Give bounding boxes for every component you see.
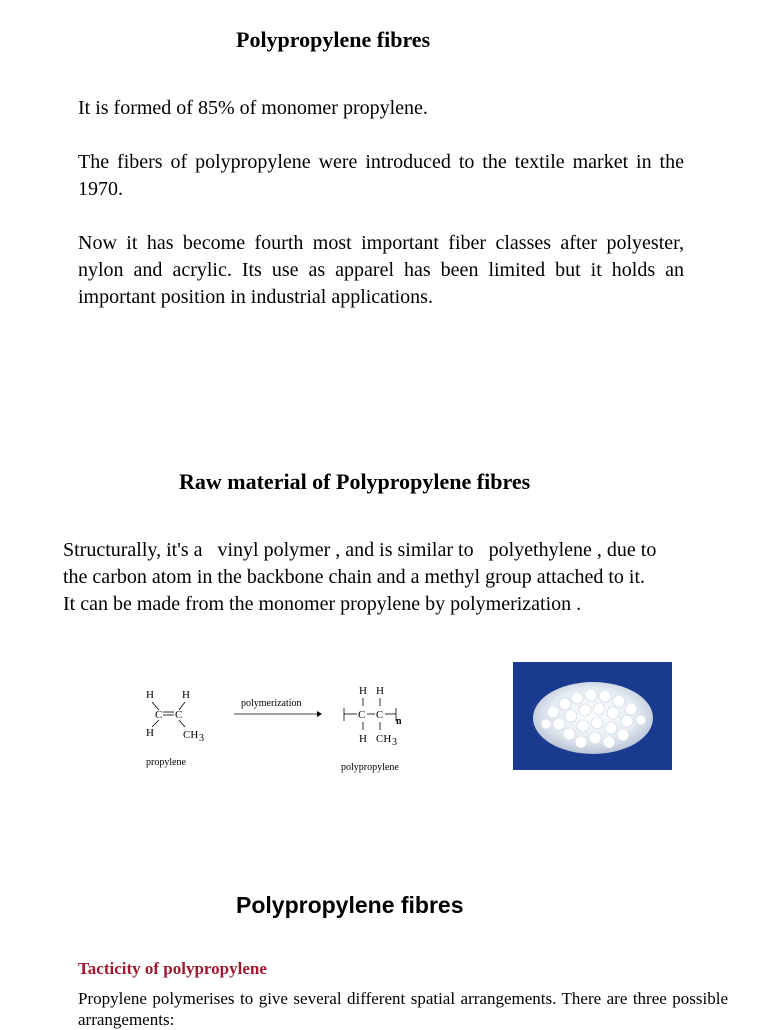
atom-h: H [146,689,154,701]
paragraph-introduced: The fibers of polypropylene were introduced to the textile market in the 1970. [78,151,684,200]
raw-material-heading: Raw material of Polypropylene fibres [179,469,531,494]
structure-paragraph [63,537,753,618]
polypropylene-label: polypropylene [341,762,399,773]
polymerization-diagram [130,675,430,785]
atom-h: H [359,733,367,745]
atom-h: H [146,727,154,739]
ch3-group: CH [183,729,199,741]
polymerization-label: polymerization [241,698,302,709]
propylene-structure [146,689,204,768]
atom-c: C [358,709,366,721]
atom-h: H [376,685,384,697]
page-title: Polypropylene fibres [236,27,431,52]
tacticity-paragraph: Propylene polymerises to give several different spatial arrangements. There are three possible arrangements: [78,989,728,1029]
atom-c: C [155,709,163,721]
repeat-subscript: n [396,716,402,727]
structure-line-3: It can be made from the monomer propylene by polymerization . [63,593,582,615]
tacticity-subheading: Tacticity of polypropylene [78,959,267,978]
section-title-sans: Polypropylene fibres [236,892,464,918]
reaction-arrow [234,698,322,717]
atom-h: H [359,685,367,697]
paragraph-importance: Now it has become fourth most important fiber classes after polyester, nylon and acrylic. Its use as apparel has been limited but it holds an important position in industrial applications. [78,232,684,308]
polypropylene-structure [341,685,402,773]
atom-c: C [376,709,384,721]
propylene-label: propylene [146,757,186,768]
ch3-subscript: 3 [199,733,204,744]
atom-h: H [182,689,190,701]
ch3-group: CH [376,733,392,745]
paragraph-monomer: It is formed of 85% of monomer propylene. [78,97,428,119]
structure-line-2: the carbon atom in the backbone chain and a methyl group attached to it. [63,566,646,588]
atom-c: C [175,709,183,721]
structure-line-1: Structurally, it's a vinyl polymer , and is similar to polyethylene , due to [63,539,657,561]
polypropylene-pellets-photo [513,662,672,770]
pellets-image [513,662,672,770]
ch3-subscript: 3 [392,737,397,748]
